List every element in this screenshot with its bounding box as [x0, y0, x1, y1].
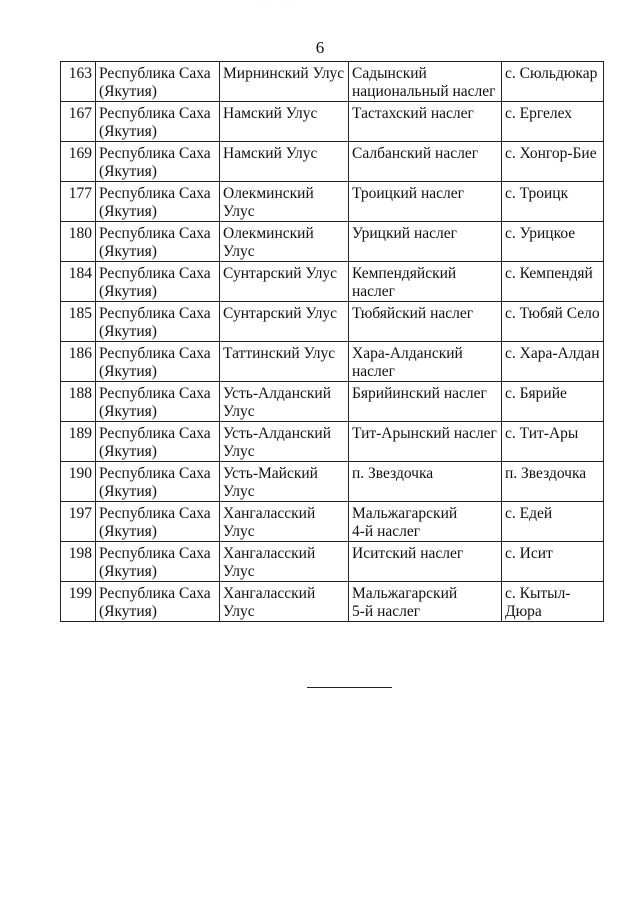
page-number: 6 — [315, 38, 325, 57]
village-cell — [502, 342, 604, 382]
nasleg-cell — [349, 462, 502, 502]
region-cell — [96, 182, 220, 222]
district-cell — [220, 502, 349, 542]
nasleg-text-line: Садынский — [352, 65, 427, 82]
region-text-line: (Якутия) — [99, 523, 157, 540]
village-cell — [502, 62, 604, 102]
village-text-line: с. Тюбяй Село — [505, 305, 600, 322]
village-text-line: с. Троицк — [505, 185, 569, 202]
region-text-line: Республика Саха — [99, 185, 211, 202]
nasleg-text-line: 5-й наслег — [352, 603, 421, 620]
nasleg-cell — [349, 582, 502, 622]
district-text-line: Олекминский — [223, 225, 314, 242]
end-of-list-rule — [307, 687, 392, 688]
nasleg-text-line: национальный наслег — [352, 83, 496, 100]
district-text-line: Улус — [223, 443, 255, 460]
row-number-cell: 190 — [61, 462, 96, 502]
nasleg-cell — [349, 62, 502, 102]
nasleg-cell — [349, 342, 502, 382]
table-row — [61, 182, 604, 222]
row-number-cell: 189 — [61, 422, 96, 462]
region-cell — [96, 542, 220, 582]
village-cell — [502, 222, 604, 262]
row-number-cell: 180 — [61, 222, 96, 262]
nasleg-cell — [349, 262, 502, 302]
region-text-line: Республика Саха — [99, 385, 211, 402]
region-text-line: Республика Саха — [99, 585, 211, 602]
district-text-line: Хангаласский — [223, 585, 316, 602]
village-cell — [502, 182, 604, 222]
table-row — [61, 142, 604, 182]
region-text-line: (Якутия) — [99, 283, 157, 300]
table-row — [61, 342, 604, 382]
row-number-cell: 184 — [61, 262, 96, 302]
table-row — [61, 462, 604, 502]
row-number-cell: 198 — [61, 542, 96, 582]
district-cell — [220, 182, 349, 222]
row-number-cell: 185 — [61, 302, 96, 342]
district-cell — [220, 422, 349, 462]
nasleg-text-line: наслег — [352, 363, 396, 380]
district-text-line: Улус — [223, 243, 255, 260]
region-text-line: (Якутия) — [99, 563, 157, 580]
district-text-line: Усть-Майский — [223, 465, 318, 482]
village-cell — [502, 142, 604, 182]
region-text-line: (Якутия) — [99, 203, 157, 220]
village-text-line: с. Урицкое — [505, 225, 576, 242]
district-text-line: Улус — [223, 603, 255, 620]
district-cell — [220, 102, 349, 142]
village-cell — [502, 462, 604, 502]
village-text-line: п. Звездочка — [505, 465, 587, 482]
district-cell — [220, 142, 349, 182]
region-text-line: Республика Саха — [99, 545, 211, 562]
nasleg-text-line: Мальжагарский — [352, 505, 458, 522]
district-text-line: Улус — [223, 563, 255, 580]
region-text-line: Республика Саха — [99, 305, 211, 322]
district-text-line: Намский Улус — [223, 145, 318, 162]
district-text-line: Таттинский Улус — [223, 345, 336, 362]
village-cell — [502, 542, 604, 582]
nasleg-text-line: п. Звездочка — [352, 465, 434, 482]
region-cell — [96, 302, 220, 342]
row-number-cell: 177 — [61, 182, 96, 222]
table-row — [61, 582, 604, 622]
village-text-line: с. Хара-Алдан — [505, 345, 600, 362]
region-cell — [96, 142, 220, 182]
region-text-line: (Якутия) — [99, 323, 157, 340]
region-cell — [96, 462, 220, 502]
village-text-line: с. Сюльдюкар — [505, 65, 598, 82]
village-cell — [502, 302, 604, 342]
table-row — [61, 222, 604, 262]
region-text-line: Республика Саха — [99, 145, 211, 162]
region-text-line: Республика Саха — [99, 65, 211, 82]
district-cell — [220, 62, 349, 102]
region-cell — [96, 102, 220, 142]
region-text-line: (Якутия) — [99, 443, 157, 460]
row-number-cell: 163 — [61, 62, 96, 102]
district-cell — [220, 222, 349, 262]
district-cell — [220, 462, 349, 502]
row-number-cell: 199 — [61, 582, 96, 622]
district-text-line: Улус — [223, 203, 255, 220]
region-text-line: Республика Саха — [99, 105, 211, 122]
region-text-line: Республика Саха — [99, 265, 211, 282]
nasleg-cell — [349, 382, 502, 422]
row-number-cell: 167 — [61, 102, 96, 142]
village-text-line: с. Исит — [505, 545, 553, 562]
row-number-cell: 169 — [61, 142, 96, 182]
village-text-line: с. Кемпендяй — [505, 265, 593, 282]
table-body — [61, 62, 604, 622]
district-cell — [220, 382, 349, 422]
region-text-line: (Якутия) — [99, 603, 157, 620]
region-text-line: Республика Саха — [99, 505, 211, 522]
district-text-line: Улус — [223, 523, 255, 540]
region-text-line: Республика Саха — [99, 345, 211, 362]
district-cell — [220, 342, 349, 382]
region-text-line: (Якутия) — [99, 83, 157, 100]
district-cell — [220, 582, 349, 622]
district-cell — [220, 302, 349, 342]
district-text-line: Сунтарский Улус — [223, 265, 338, 282]
district-text-line: Мирнинский Улус — [223, 65, 345, 82]
district-text-line: Улус — [223, 403, 255, 420]
region-text-line: (Якутия) — [99, 123, 157, 140]
region-cell — [96, 422, 220, 462]
scan-noise: ˙ ˙ ˙ ˙ — [260, 6, 294, 12]
region-cell — [96, 382, 220, 422]
district-text-line: Сунтарский Улус — [223, 305, 338, 322]
village-text-line: с. Ергелех — [505, 105, 573, 122]
nasleg-cell — [349, 142, 502, 182]
nasleg-cell — [349, 422, 502, 462]
table-row — [61, 382, 604, 422]
nasleg-text-line: Иситский наслег — [352, 545, 464, 562]
nasleg-cell — [349, 102, 502, 142]
table-row — [61, 302, 604, 342]
nasleg-text-line: Тит-Арынский наслег — [352, 425, 497, 442]
nasleg-cell — [349, 182, 502, 222]
nasleg-text-line: Салбанский наслег — [352, 145, 479, 162]
village-text-line: с. Хонгор-Бие — [505, 145, 597, 162]
region-cell — [96, 62, 220, 102]
district-text-line: Хангаласский — [223, 545, 316, 562]
village-cell — [502, 262, 604, 302]
nasleg-text-line: Мальжагарский — [352, 585, 458, 602]
row-number-cell: 186 — [61, 342, 96, 382]
region-text-line: Республика Саха — [99, 225, 211, 242]
district-cell — [220, 262, 349, 302]
table-row — [61, 542, 604, 582]
village-text-line: с. Кытыл- — [505, 585, 571, 602]
region-cell — [96, 262, 220, 302]
region-text-line: (Якутия) — [99, 483, 157, 500]
district-text-line: Хангаласский — [223, 505, 316, 522]
village-text-line: с. Тит-Ары — [505, 425, 579, 442]
row-number-cell: 188 — [61, 382, 96, 422]
region-text-line: (Якутия) — [99, 243, 157, 260]
table-row — [61, 262, 604, 302]
nasleg-cell — [349, 502, 502, 542]
village-text-line: с. Едей — [505, 505, 553, 522]
village-cell — [502, 582, 604, 622]
nasleg-cell — [349, 302, 502, 342]
nasleg-text-line: Кемпендяйский — [352, 265, 457, 282]
district-text-line: Усть-Алданский — [223, 385, 331, 402]
table-row — [61, 62, 604, 102]
region-text-line: (Якутия) — [99, 403, 157, 420]
region-cell — [96, 502, 220, 542]
nasleg-text-line: наслег — [352, 283, 396, 300]
nasleg-text-line: 4-й наслег — [352, 523, 421, 540]
nasleg-text-line: Тастахский наслег — [352, 105, 474, 122]
nasleg-text-line: Бярийинский наслег — [352, 385, 487, 402]
nasleg-text-line: Тюбяйский наслег — [352, 305, 474, 322]
table-row — [61, 422, 604, 462]
region-text-line: (Якутия) — [99, 363, 157, 380]
village-text-line: Дюра — [505, 603, 542, 620]
table-row — [61, 502, 604, 542]
region-cell — [96, 582, 220, 622]
district-text-line: Намский Улус — [223, 105, 318, 122]
district-text-line: Улус — [223, 483, 255, 500]
nasleg-text-line: Троицкий наслег — [352, 185, 464, 202]
row-number-cell: 197 — [61, 502, 96, 542]
region-cell — [96, 342, 220, 382]
district-cell — [220, 542, 349, 582]
village-cell — [502, 422, 604, 462]
region-text-line: Республика Саха — [99, 465, 211, 482]
nasleg-cell — [349, 542, 502, 582]
village-cell — [502, 382, 604, 422]
region-text-line: (Якутия) — [99, 163, 157, 180]
village-cell — [502, 102, 604, 142]
village-text-line: с. Бярийе — [505, 385, 567, 402]
region-text-line: Республика Саха — [99, 425, 211, 442]
region-cell — [96, 222, 220, 262]
district-text-line: Усть-Алданский — [223, 425, 331, 442]
table-row — [61, 102, 604, 142]
nasleg-text-line: Хара-Алданский — [352, 345, 463, 362]
nasleg-cell — [349, 222, 502, 262]
settlements-table — [60, 61, 604, 622]
village-cell — [502, 502, 604, 542]
nasleg-text-line: Урицкий наслег — [352, 225, 457, 242]
district-text-line: Олекминский — [223, 185, 314, 202]
